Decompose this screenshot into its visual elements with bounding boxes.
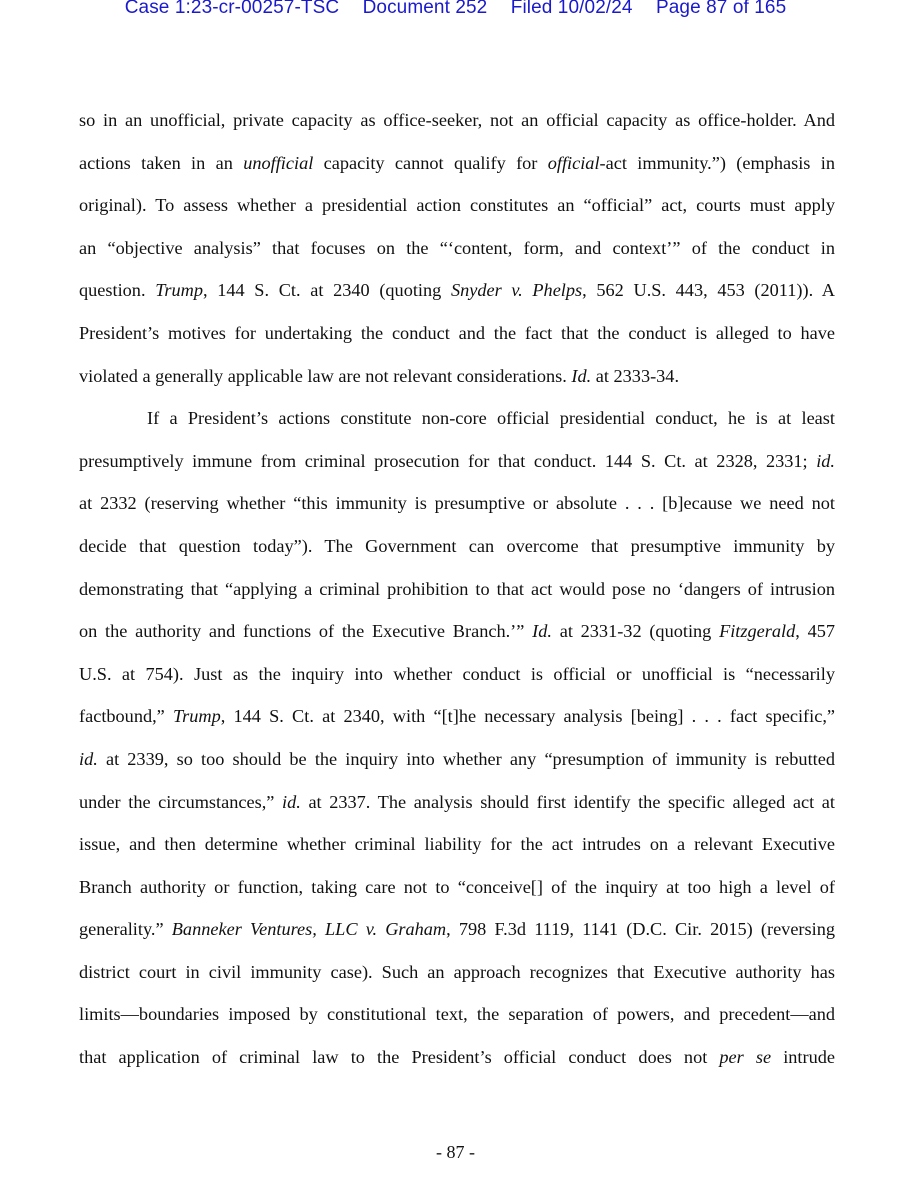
- text-segment: original). To assess whether a presidential action constitutes an “official” act, courts must apply: [79, 195, 835, 216]
- text-line: [79, 702, 835, 745]
- text-segment: actions taken in an: [79, 152, 244, 173]
- text-line: [79, 404, 835, 447]
- text-segment: President’s motives for undertaking the conduct and the fact that the conduct is alleged to have: [79, 322, 835, 343]
- text-segment: at 2331-32 (quoting: [551, 621, 720, 642]
- text-segment: that application of criminal law to the President’s official conduct does not: [79, 1047, 720, 1068]
- text-segment: at 2337. The analysis should first identify the specific alleged act at: [300, 791, 835, 812]
- document-number: Document 252: [362, 0, 488, 18]
- text-line: [79, 149, 835, 192]
- italic-text: Id.: [532, 621, 552, 642]
- text-segment: on the authority and functions of the Executive Branch.’”: [79, 621, 533, 642]
- ecf-header: [0, 0, 911, 19]
- text-line: [79, 276, 835, 319]
- text-line: [79, 660, 835, 703]
- text-segment: an “objective analysis” that focuses on the “‘content, form, and context’” of the conduct in: [79, 237, 835, 258]
- text-line: [79, 575, 835, 618]
- text-line: [79, 447, 835, 490]
- text-segment: , 457: [795, 621, 835, 642]
- italic-text: id.: [282, 791, 301, 812]
- text-segment: -act immunity.”) (emphasis in: [599, 152, 835, 173]
- text-segment: at 2332 (reserving whether “this immunity is presumptive or absolute . . . [b]ecause we need not: [79, 493, 835, 514]
- italic-text: Fitzgerald: [719, 621, 796, 642]
- text-line: [79, 830, 835, 873]
- italic-text: id.: [816, 450, 835, 471]
- text-segment: district court in civil immunity case). Such an approach recognizes that Executive authority has: [79, 961, 835, 982]
- italic-text: unofficial: [243, 152, 314, 173]
- text-segment: at 2333-34.: [591, 365, 680, 386]
- text-segment: Branch authority or function, taking care not to “conceive[] of the inquiry at too high a level of: [79, 876, 835, 897]
- text-segment: generality.”: [79, 919, 172, 940]
- italic-text: Id.: [571, 365, 592, 386]
- filed-date: Filed 10/02/24: [510, 0, 633, 18]
- text-line: [79, 234, 835, 277]
- italic-text: Trump: [155, 280, 203, 301]
- text-segment: , 144 S. Ct. at 2340, with “[t]he necessary analysis [being] . . . fact specific,”: [220, 706, 836, 727]
- text-line: [79, 106, 835, 149]
- text-segment: demonstrating that “applying a criminal prohibition to that act would pose no ‘dangers of intrusion: [79, 578, 835, 599]
- text-segment: at 2339, so too should be the inquiry into whether any “presumption of immunity is rebutted: [97, 748, 835, 769]
- text-segment: factbound,”: [79, 706, 173, 727]
- text-segment: issue, and then determine whether criminal liability for the act intrudes on a relevant Executive: [79, 834, 835, 855]
- page-number: - 87 -: [436, 1142, 475, 1162]
- text-line: [79, 745, 835, 788]
- text-segment: , 144 S. Ct. at 2340 (quoting: [202, 280, 451, 301]
- italic-text: Trump: [172, 706, 221, 727]
- text-line: [79, 617, 835, 660]
- text-line: [79, 362, 835, 405]
- text-segment: intrude: [771, 1047, 835, 1068]
- text-line: [79, 788, 835, 831]
- text-segment: decide that question today”). The Government can overcome that presumptive immunity by: [79, 535, 835, 556]
- text-line: [79, 1000, 835, 1043]
- case-number: Case 1:23-cr-00257-TSC: [124, 0, 340, 18]
- text-line: [79, 873, 835, 916]
- text-segment: , 562 U.S. 443, 453 (2011)). A: [582, 280, 836, 301]
- text-segment: capacity cannot qualify for: [313, 152, 548, 173]
- text-line: [79, 915, 835, 958]
- text-line: [79, 1043, 835, 1086]
- italic-text: Snyder v. Phelps: [450, 280, 583, 301]
- text-line: [79, 489, 835, 532]
- text-segment: violated a generally applicable law are not relevant considerations.: [79, 365, 572, 386]
- italic-text: per se: [719, 1047, 772, 1068]
- text-segment: question.: [79, 280, 156, 301]
- italic-text: Banneker Ventures, LLC v. Graham: [171, 919, 447, 940]
- text-line: [79, 532, 835, 575]
- text-segment: U.S. at 754). Just as the inquiry into whether conduct is official or unofficial is “necessarily: [79, 663, 835, 684]
- page-count: Page 87 of 165: [655, 0, 787, 18]
- text-segment: limits—boundaries imposed by constitutional text, the separation of powers, and precedent—and: [79, 1004, 835, 1025]
- text-line: [79, 319, 835, 362]
- text-line: [79, 191, 835, 234]
- text-line: [79, 958, 835, 1001]
- italic-text: official: [547, 152, 600, 173]
- text-segment: under the circumstances,”: [79, 791, 283, 812]
- text-segment: presumptively immune from criminal prosecution for that conduct. 144 S. Ct. at 2328, 2331;: [79, 450, 817, 471]
- italic-text: id.: [79, 748, 98, 769]
- text-segment: so in an unofficial, private capacity as office-seeker, not an official capacity as office-holder. And: [79, 110, 835, 130]
- document-body: [79, 106, 835, 1086]
- text-segment: If a President’s actions constitute non-core official presidential conduct, he is at least: [147, 408, 835, 429]
- text-segment: , 798 F.3d 1119, 1141 (D.C. Cir. 2015) (reversing: [446, 919, 835, 940]
